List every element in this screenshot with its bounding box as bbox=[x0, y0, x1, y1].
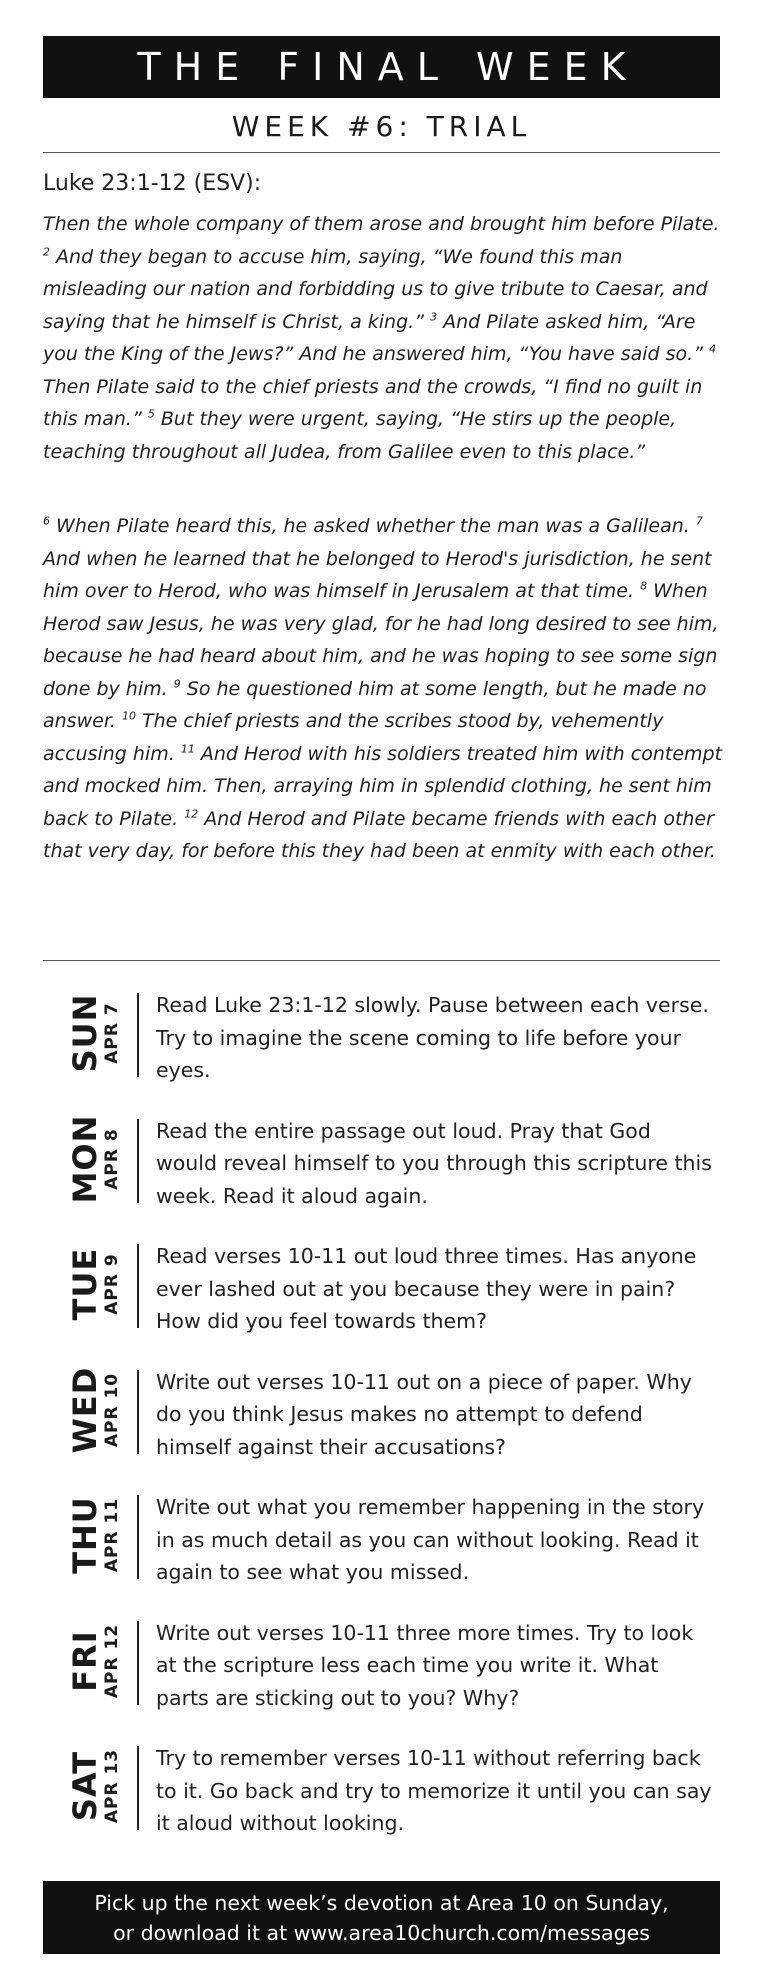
day-instruction: Write out verses 10-11 out on a piece of paper. Why do you think Jesus makes no attempt to defend himself against their accusations? bbox=[156, 1369, 692, 1459]
day-name: SAT bbox=[66, 1750, 104, 1822]
verse-number: 3 bbox=[430, 310, 438, 324]
day-date: APR 10 bbox=[102, 1372, 122, 1447]
day-divider-bar bbox=[137, 993, 139, 1077]
day-name: TUE bbox=[66, 1247, 104, 1321]
day-row-wed bbox=[0, 1360, 765, 1460]
day-instruction: Try to remember verses 10-11 without referring back to it. Go back and try to memorize it until you can say it aloud without looking. bbox=[156, 1746, 712, 1835]
day-name: FRI bbox=[66, 1629, 104, 1692]
day-date: APR 12 bbox=[102, 1623, 122, 1698]
verse-text: When Pilate heard this, he asked whether the man was a Galilean. bbox=[56, 515, 690, 537]
verse-number: 5 bbox=[147, 407, 155, 421]
verse-text: And when he learned that he belonged to Herod's jurisdiction, he sent him over to Herod, who was himself in Jerusalem at that time. bbox=[43, 547, 712, 602]
page-title: THE FINAL WEEK bbox=[137, 45, 639, 89]
footer-line-1: Pick up the next week’s devotion at Area 10 on Sunday, bbox=[94, 1890, 669, 1915]
footer-banner bbox=[43, 1881, 720, 1954]
verse-text: Then Pilate said to the chief priests and the crowds, “I find no guilt in this man.” bbox=[43, 375, 703, 430]
day-row-sun bbox=[0, 983, 765, 1083]
verse-text: And Pilate asked him, “Are you the King of the Jews?” And he answered him, “You have said so.” bbox=[43, 310, 704, 365]
top-divider bbox=[43, 152, 720, 153]
passage-paragraph-2 bbox=[43, 510, 723, 868]
verse-text: Then the whole company of them arose and brought him before Pilate. bbox=[43, 213, 720, 235]
day-label bbox=[62, 1234, 128, 1334]
verse-text: So he questioned him at some length, but he made no answer. bbox=[43, 677, 707, 732]
verse-number: 9 bbox=[173, 677, 181, 691]
day-name: SUN bbox=[66, 993, 104, 1073]
day-label bbox=[62, 1109, 128, 1209]
day-row-tue bbox=[0, 1234, 765, 1334]
scripture-reference: Luke 23:1-12 (ESV): bbox=[43, 171, 262, 196]
verse-number: 6 bbox=[43, 514, 50, 528]
verse-number: 12 bbox=[184, 807, 199, 821]
week-subtitle: WEEK #6: TRIAL bbox=[231, 110, 532, 143]
title-banner bbox=[43, 36, 720, 98]
day-instruction: Read verses 10-11 out loud three times. Has anyone ever lashed out at you because they were in pain? How did you feel towards them? bbox=[156, 1244, 697, 1333]
verse-number: 8 bbox=[640, 579, 648, 593]
day-date: APR 8 bbox=[102, 1127, 122, 1190]
day-instruction: Read the entire passage out loud. Pray that God would reveal himself to you through this scripture this week. Read it aloud again. bbox=[156, 1118, 712, 1208]
day-divider-bar bbox=[137, 1621, 139, 1705]
day-date: APR 13 bbox=[102, 1748, 122, 1824]
day-instruction: Write out what you remember happening in the story in as much detail as you can without looking. Read it again to see what you missed. bbox=[156, 1495, 705, 1584]
passage-paragraph-1 bbox=[43, 208, 723, 468]
day-label bbox=[62, 1611, 128, 1711]
verse-text: But they were urgent, saying, “He stirs up the people, teaching throughout all Judea, from Galilee even to this place.” bbox=[43, 408, 677, 463]
verse-number: 10 bbox=[121, 709, 136, 723]
verse-text: When Herod saw Jesus, he was very glad, for he had long desired to see him, because he had heard about him, and he was hoping to see some sign done by him. bbox=[43, 580, 719, 700]
day-row-fri bbox=[0, 1611, 765, 1711]
day-name: THU bbox=[66, 1496, 104, 1574]
verse-text: The chief priests and the scribes stood by, vehemently accusing him. bbox=[43, 710, 664, 765]
day-divider-bar bbox=[137, 1746, 139, 1830]
verse-number: 4 bbox=[709, 342, 717, 356]
day-instruction: Write out verses 10-11 three more times. Try to look at the scripture less each time you write it. What parts are sticking out to you? Why? bbox=[156, 1620, 694, 1710]
day-row-thu bbox=[0, 1485, 765, 1585]
day-label bbox=[62, 1736, 128, 1836]
verse-text: And they began to accuse him, saying, “We found this man misleading our nation and forbidding us to give tribute to Caesar, and saying that he himself is Christ, a king.” bbox=[43, 245, 708, 333]
day-date: APR 11 bbox=[102, 1497, 122, 1573]
day-divider-bar bbox=[137, 1370, 139, 1454]
day-divider-bar bbox=[137, 1244, 139, 1328]
day-row-mon bbox=[0, 1109, 765, 1209]
day-label bbox=[62, 1360, 128, 1460]
day-name: WED bbox=[66, 1366, 104, 1453]
day-divider-bar bbox=[137, 1119, 139, 1203]
day-date: APR 9 bbox=[102, 1253, 122, 1315]
day-divider-bar bbox=[137, 1495, 139, 1579]
verse-number: 2 bbox=[43, 245, 50, 259]
middle-divider bbox=[43, 960, 720, 961]
day-row-sat bbox=[0, 1736, 765, 1836]
verse-number: 11 bbox=[180, 742, 195, 756]
verse-text: And Herod and Pilate became friends with each other that very day, for before this they had been at enmity with each other. bbox=[43, 807, 716, 862]
day-label bbox=[62, 1485, 128, 1585]
day-date: APR 7 bbox=[102, 1002, 122, 1064]
footer-line-2: or download it at www.area10church.com/messages bbox=[113, 1920, 650, 1945]
day-name: MON bbox=[66, 1114, 104, 1203]
day-instruction: Read Luke 23:1-12 slowly. Pause between each verse. Try to imagine the scene coming to life before your eyes. bbox=[156, 993, 709, 1082]
verse-number: 7 bbox=[695, 514, 703, 528]
verse-text: And Herod with his soldiers treated him with contempt and mocked him. Then, arraying him in splendid clothing, he sent him back to Pilate. bbox=[43, 742, 723, 830]
day-label bbox=[62, 983, 128, 1083]
